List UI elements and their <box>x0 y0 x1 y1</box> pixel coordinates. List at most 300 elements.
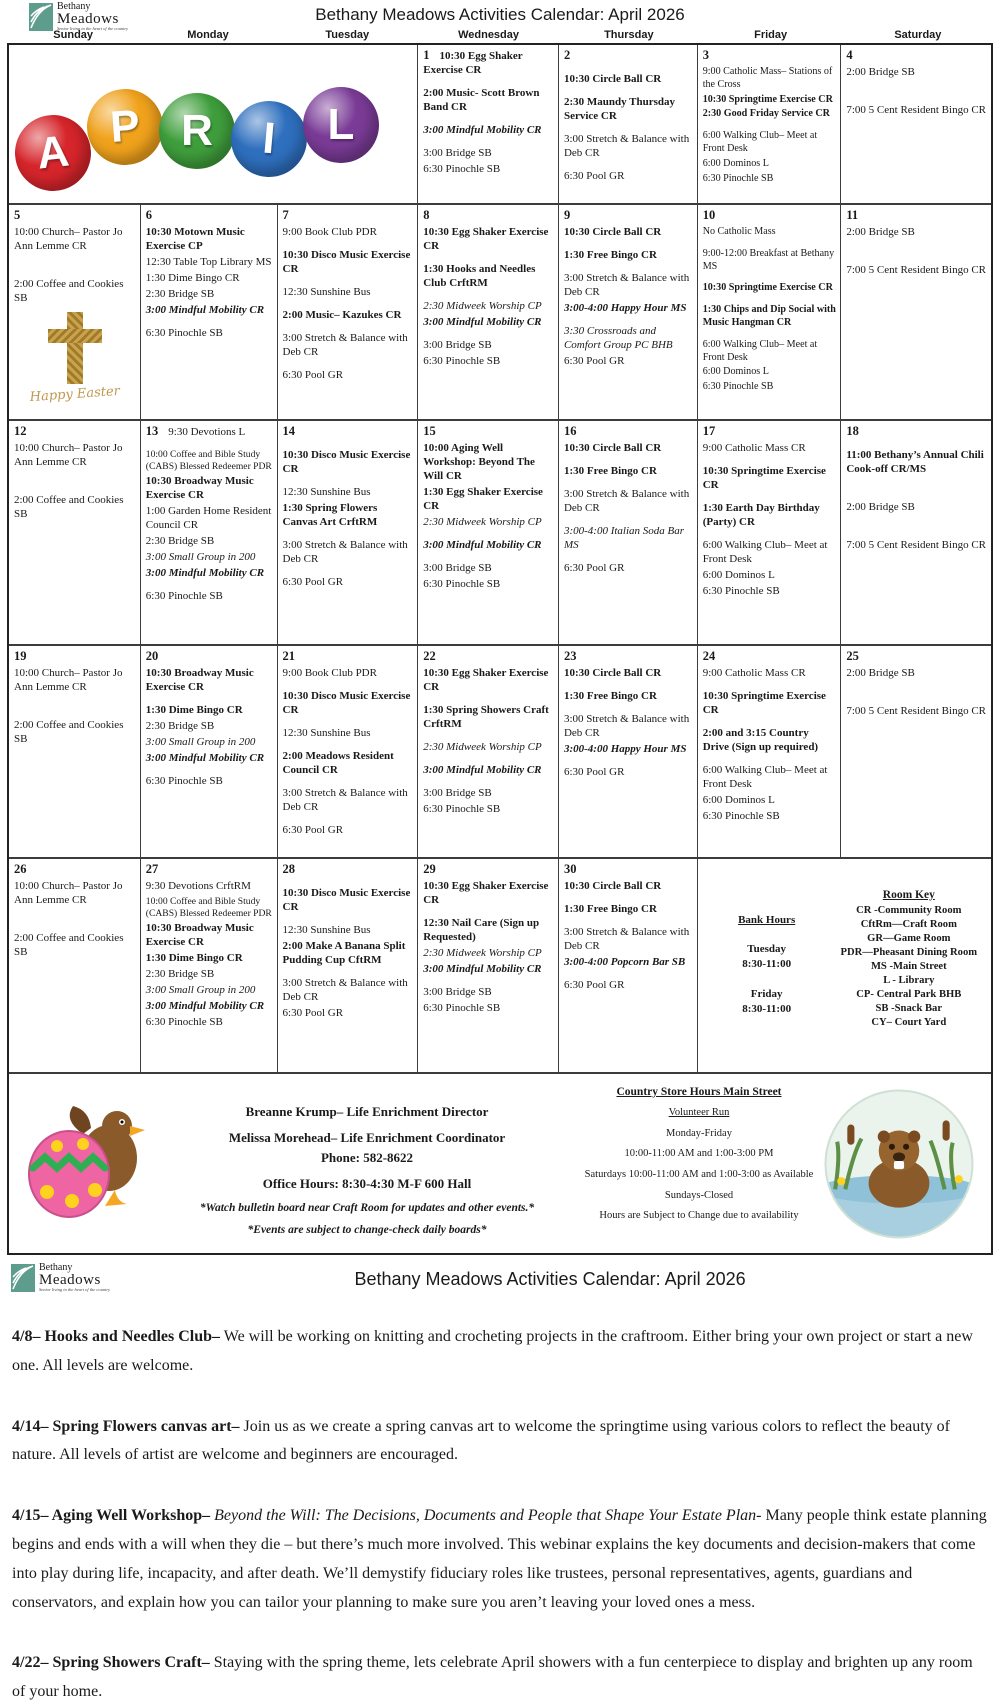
event-item: 6:30 Pool GR <box>563 561 625 574</box>
event-item: 6:30 Pinochle SB <box>423 577 501 590</box>
event-item: 3:00 Stretch & Balance with Deb CR <box>282 538 408 565</box>
bethany-meadows-logo <box>28 2 128 32</box>
day-cell-30 <box>559 859 698 1072</box>
room-key-line: SB -Snack Bar <box>875 1003 943 1015</box>
happy-easter-text: Happy Easter <box>29 383 121 405</box>
event-description-spring-flowers <box>12 1413 988 1471</box>
event-item: 3:00 Small Group in 200 <box>145 984 256 997</box>
event-item: 2:00 Music- Scott Brown Band CR <box>423 86 540 113</box>
event-item: 10:30 Egg Shaker Exercise CR <box>423 666 549 693</box>
cross-vertical-bar <box>67 312 83 384</box>
april-balloons <box>19 85 379 179</box>
event-item: 10:30 Egg Shaker Exercise CR <box>423 50 523 76</box>
event-description-aging-well <box>12 1502 988 1617</box>
bank-day: Tuesday <box>747 942 787 955</box>
event-item: 9:00 Catholic Mass– Stations of the Cross <box>702 65 833 90</box>
event-item: 2:30 Midweek Worship CP <box>423 740 542 753</box>
day-number: 15 <box>423 424 436 438</box>
day-header <box>423 649 554 665</box>
day-header <box>846 424 987 440</box>
event-item: 3:00 Mindful Mobility CR <box>423 763 542 776</box>
event-item: 2:00 Coffee and Cookies SB <box>14 931 124 958</box>
event-item: 10:30 Circle Ball CR <box>563 72 662 85</box>
day-number: 27 <box>145 862 159 876</box>
event-item: 2:30 Midweek Worship CP <box>423 299 542 312</box>
bethany-meadows-logo <box>10 1263 110 1293</box>
event-item: 10:30 Broadway Music Exercise CR <box>145 922 254 949</box>
event-item: 10:30 Disco Music Exercise CR <box>282 689 411 716</box>
event-item: 6:00 Walking Club– Meet at Front Desk <box>702 538 828 565</box>
event-item: 6:30 Pinochle SB <box>145 590 223 603</box>
day-cell-5 <box>9 205 141 421</box>
event-item: 3:00 Bridge SB <box>423 146 492 159</box>
event-body: Many people think estate planning begins and ends with a will when they die – but there’s much more involved. This webinar explains the key documents and decision-makers that come into play during life, incapacity, and after death. We’ll demystify fiduciary roles like trustees, personal representatives, agents, guardians and conservators, and explain how you can tailor your planning to make sure you aren’t leaving your loved ones a mess. <box>12 1507 987 1611</box>
day-number: 3 <box>702 48 709 62</box>
easter-cross-icon <box>40 312 110 384</box>
event-lead: 4/15– Aging Well Workshop– <box>12 1507 211 1525</box>
day-cell-18 <box>841 421 991 646</box>
country-store-line: Hours are Subject to Change due to availability <box>599 1210 799 1222</box>
page2-header <box>10 1263 990 1293</box>
event-item: 3:00 Stretch & Balance with Deb CR <box>282 786 408 813</box>
event-item: 6:30 Pool GR <box>563 765 625 778</box>
day-cell-25 <box>841 646 991 859</box>
day-number: 4 <box>846 48 853 62</box>
event-item: 6:00 Dominos L <box>702 568 775 581</box>
bank-hours-title: Bank Hours <box>738 914 796 926</box>
day-header <box>846 208 987 224</box>
event-item: 3:00 Bridge SB <box>423 786 492 799</box>
room-key-title: Room Key <box>882 889 935 901</box>
event-item: 3:00 Small Group in 200 <box>145 551 256 564</box>
april-letter-balloon: A <box>11 111 95 195</box>
weekday-wednesday: Wednesday <box>458 29 520 41</box>
event-item: 2:30 Maundy Thursday Service CR <box>563 95 676 122</box>
event-item: 1:30 Free Bingo CR <box>563 248 657 261</box>
eagle-easter-egg-image <box>9 1074 159 1253</box>
day-header <box>283 424 414 440</box>
event-item: 10:00 Aging Well Workshop: Beyond The Will CR <box>423 441 535 482</box>
day-cell-27 <box>141 859 278 1072</box>
event-item: 6:30 Pinochle SB <box>702 381 774 393</box>
event-item: 10:30 Springtime Exercise CR <box>702 282 833 294</box>
room-key-line: CP- Central Park BHB <box>856 989 962 1001</box>
weekday-thursday: Thursday <box>604 29 654 41</box>
day-cell-9 <box>559 205 698 421</box>
event-item: 2:30 Bridge SB <box>145 968 215 981</box>
bank-roomkey-cell <box>698 859 991 1072</box>
footer-coordinator: Melissa Morehead– Life Enrichment Coordinator <box>228 1130 506 1145</box>
logo-text-top: Bethany <box>57 1 91 12</box>
event-subtitle: Beyond the Will: The Decisions, Documents and People that Shape Your Estate Plan- <box>210 1507 762 1525</box>
room-key-line: PDR—Pheasant Dining Room <box>840 946 978 958</box>
event-item: 3:00 Mindful Mobility CR <box>423 315 542 328</box>
day-header <box>703 649 837 665</box>
event-item: 1:30 Dime Bingo CR <box>145 271 240 284</box>
day-number: 11 <box>846 208 859 222</box>
event-item: 2:00 Meadows Resident Council CR <box>282 749 394 776</box>
weekday-sunday: Sunday <box>53 29 94 41</box>
event-item: 3:00-4:00 Popcorn Bar SB <box>563 955 686 968</box>
event-item: 9:00 Book Club PDR <box>282 666 377 679</box>
event-item: 3:30 Crossroads and Comfort Group PC BHB <box>563 324 673 351</box>
april-letter-balloon: L <box>303 87 379 163</box>
event-item: 6:00 Walking Club– Meet at Front Desk <box>702 130 818 155</box>
event-item: 9:30 Devotions CrftRM <box>145 879 251 892</box>
event-item: 10:00 Church– Pastor Jo Ann Lemme CR <box>14 225 123 252</box>
event-item: 1:00 Garden Home Resident Council CR <box>145 505 272 532</box>
event-item: 6:30 Pinochle SB <box>702 172 774 184</box>
day-number: 22 <box>423 649 436 663</box>
day-number: 19 <box>14 649 27 663</box>
day-cell-1 <box>418 45 559 205</box>
event-item: 6:30 Pinochle SB <box>423 162 501 175</box>
event-item: 6:30 Pinochle SB <box>423 1001 501 1014</box>
footer-note-2: *Events are subject to change-check daily boards* <box>247 1224 487 1236</box>
day-header <box>423 208 554 224</box>
april-letter-balloon: I <box>228 98 310 180</box>
event-item: 2:00 Bridge SB <box>846 500 915 513</box>
event-item: 3:00 Stretch & Balance with Deb CR <box>563 925 690 952</box>
event-item: 10:00 Church– Pastor Jo Ann Lemme CR <box>14 441 123 468</box>
day-cell-14 <box>278 421 419 646</box>
event-item: 1:30 Spring Flowers Canvas Art CrftRM <box>282 501 378 528</box>
event-item: 3:00 Stretch & Balance with Deb CR <box>563 271 690 298</box>
day-number: 21 <box>282 649 296 663</box>
day-header <box>14 424 136 440</box>
logo-tagline: Senior living in the heart of the country <box>57 26 129 31</box>
day-header <box>283 649 414 665</box>
event-item: 12:30 Sunshine Bus <box>282 285 371 298</box>
day-number: 17 <box>702 424 716 438</box>
logo-swoosh-icon <box>28 2 54 32</box>
day-header <box>283 862 414 878</box>
event-item: 7:00 5 Cent Resident Bingo CR <box>846 103 987 116</box>
event-item: 6:30 Pool GR <box>282 575 344 588</box>
event-item: 1:30 Hooks and Needles Club CrftRM <box>423 262 536 289</box>
day-number: 23 <box>563 649 577 663</box>
event-item: 2:00 Coffee and Cookies SB <box>14 277 124 304</box>
page-title: Bethany Meadows Activities Calendar: April 2026 <box>315 5 685 24</box>
day-cell-8 <box>418 205 559 421</box>
day-number: 20 <box>145 649 159 663</box>
bank-time: 8:30-11:00 <box>742 958 792 971</box>
event-item: 9:00-12:00 Breakfast at Bethany MS <box>702 247 835 272</box>
calendar-grid <box>9 45 991 1072</box>
day-cell-13 <box>141 421 278 646</box>
event-description-hooks-needles <box>12 1323 988 1381</box>
day-cell-16 <box>559 421 698 646</box>
country-store-line: Monday-Friday <box>666 1127 732 1139</box>
event-item: 10:30 Broadway Music Exercise CR <box>145 475 254 502</box>
event-item: 2:30 Midweek Worship CP <box>423 515 542 528</box>
event-item: 1:30 Egg Shaker Exercise CR <box>423 485 543 512</box>
day-header <box>564 649 693 665</box>
day-cell-12 <box>9 421 141 646</box>
day-number: 29 <box>423 862 436 876</box>
page1-header <box>0 0 1000 31</box>
day-header <box>146 208 273 224</box>
event-item: 3:00 Bridge SB <box>423 338 492 351</box>
logo-tagline: Senior living in the heart of the country <box>39 1287 111 1292</box>
bank-day: Friday <box>750 987 783 1000</box>
event-item: 10:30 Springtime Exercise CR <box>702 93 833 105</box>
event-item: 3:00 Stretch & Balance with Deb CR <box>282 331 408 358</box>
event-item: 2:00 Bridge SB <box>846 666 915 679</box>
day-header <box>703 48 837 64</box>
room-key-line: CR -Community Room <box>856 904 962 916</box>
april-banner <box>9 45 418 205</box>
day-cell-24 <box>698 646 842 859</box>
day-number: 9 <box>563 208 571 222</box>
day-cell-17 <box>698 421 842 646</box>
event-item: 3:00 Mindful Mobility CR <box>145 751 265 764</box>
day-cell-19 <box>9 646 141 859</box>
logo-text-bottom: Meadows <box>57 11 119 27</box>
bank-hours-block <box>703 862 831 1069</box>
day-number: 6 <box>145 208 153 222</box>
day-number: 10 <box>702 208 716 222</box>
event-item: 9:30 Devotions L <box>168 426 246 438</box>
event-item: 9:00 Catholic Mass CR <box>702 666 806 679</box>
day-number: 25 <box>846 649 859 663</box>
event-item: 12:30 Nail Care (Sign up Requested) <box>423 916 540 943</box>
weekday-friday: Friday <box>754 29 788 41</box>
event-body: We will be working on knitting and crocheting projects in the craftroom. Either bring your own project or start a new one. All levels are welcome. <box>12 1328 973 1374</box>
event-item: 3:00-4:00 Happy Hour MS <box>563 742 687 755</box>
day-number: 1 <box>423 48 430 62</box>
calendar-table <box>7 43 993 1255</box>
page2-title: Bethany Meadows Activities Calendar: April 2026 <box>354 1269 746 1289</box>
day-cell-10 <box>698 205 842 421</box>
event-item: 3:00 Bridge SB <box>423 561 492 574</box>
event-item: 3:00 Stretch & Balance with Deb CR <box>282 976 408 1003</box>
day-number: 13 <box>145 424 159 438</box>
day-header <box>846 48 987 64</box>
day-header <box>423 424 554 440</box>
event-item: 6:30 Pool GR <box>563 354 625 367</box>
event-item: 1:30 Chips and Dip Social with Music Hangman CR <box>702 304 836 329</box>
day-cell-23 <box>559 646 698 859</box>
cross-horizontal-bar <box>48 329 102 343</box>
bank-hours-group <box>703 987 831 1018</box>
event-item: 2:30 Bridge SB <box>145 719 215 732</box>
event-item: 2:30 Midweek Worship CP <box>423 946 542 959</box>
room-key-line: CftRm—Craft Room <box>860 918 957 930</box>
event-item: 10:00 Church– Pastor Jo Ann Lemme CR <box>14 666 123 693</box>
event-item: 2:00 Coffee and Cookies SB <box>14 493 124 520</box>
day-number: 18 <box>846 424 859 438</box>
event-item: 6:30 Pool GR <box>282 368 344 381</box>
event-item: 3:00 Mindful Mobility CR <box>423 538 542 551</box>
day-header <box>423 48 554 78</box>
event-item: 10:30 Disco Music Exercise CR <box>282 886 411 913</box>
day-header <box>846 649 987 665</box>
day-number: 16 <box>563 424 577 438</box>
event-item: 3:00 Mindful Mobility CR <box>145 303 265 316</box>
room-key-block <box>831 862 987 1069</box>
event-item: 2:00 Bridge SB <box>846 225 915 238</box>
event-item: 2:30 Bridge SB <box>145 535 215 548</box>
event-item: 10:30 Springtime Exercise CR <box>702 464 826 491</box>
room-key-line: L - Library <box>883 974 935 986</box>
event-item: 10:30 Disco Music Exercise CR <box>282 448 411 475</box>
day-cell-29 <box>418 859 559 1072</box>
event-item: 10:00 Coffee and Bible Study (CABS) Blessed Redeemer PDR <box>145 895 272 920</box>
country-store-line: Volunteer Run <box>668 1107 730 1118</box>
day-cell-6 <box>141 205 278 421</box>
weekday-monday: Monday <box>187 29 229 41</box>
event-item: 6:30 Pool GR <box>282 1006 344 1019</box>
event-item: 6:00 Walking Club– Meet at Front Desk <box>702 763 828 790</box>
event-item: 1:30 Dime Bingo CR <box>145 703 243 716</box>
day-header <box>564 48 693 64</box>
day-header <box>703 208 837 224</box>
footer-director: Breanne Krump– Life Enrichment Director <box>245 1104 489 1119</box>
event-item: 1:30 Earth Day Birthday (Party) CR <box>702 501 820 528</box>
event-item: 3:00 Stretch & Balance with Deb CR <box>563 712 690 739</box>
day-number: 7 <box>282 208 289 222</box>
event-item: 3:00-4:00 Happy Hour MS <box>563 301 687 314</box>
event-item: 10:00 Church– Pastor Jo Ann Lemme CR <box>14 879 123 906</box>
bank-time: 8:30-11:00 <box>742 1003 792 1016</box>
event-lead: 4/8– Hooks and Needles Club– <box>12 1328 221 1345</box>
calendar-footer <box>9 1072 991 1253</box>
event-item: 1:30 Free Bingo CR <box>563 464 657 477</box>
event-item: 2:00 Coffee and Cookies SB <box>14 718 124 745</box>
day-header <box>703 424 837 440</box>
logo-text-bottom: Meadows <box>39 1272 101 1288</box>
day-header <box>564 208 693 224</box>
event-item: 10:30 Broadway Music Exercise CR <box>145 666 254 693</box>
event-body: Join us as we create a spring canvas art to welcome the springtime using various colors to reflect the beauty of nature. All levels of artist are welcome and beginners are encouraged. <box>12 1417 950 1464</box>
event-item: 1:30 Spring Showers Craft CrftRM <box>423 703 549 730</box>
event-item: 6:30 Pinochle SB <box>702 584 780 597</box>
day-cell-28 <box>278 859 419 1072</box>
day-number: 2 <box>563 48 571 62</box>
event-item: 6:00 Dominos L <box>702 366 769 378</box>
weekday-tuesday: Tuesday <box>325 29 370 41</box>
day-cell-4 <box>841 45 991 205</box>
event-lead: 4/22– Spring Showers Craft– <box>12 1654 210 1672</box>
day-cell-7 <box>278 205 419 421</box>
event-item: 11:00 Bethany’s Annual Chili Cook-off CR/MS <box>846 448 984 475</box>
event-item: 10:30 Springtime Exercise CR <box>702 689 826 716</box>
day-number: 30 <box>563 862 577 876</box>
event-body: Staying with the spring theme, lets celebrate April showers with a fun centerpiece to display and brighten up any room of your home. <box>12 1654 973 1701</box>
event-item: 9:00 Catholic Mass CR <box>702 441 806 454</box>
room-key-line: CY– Court Yard <box>871 1017 947 1029</box>
day-header <box>146 649 273 665</box>
event-descriptions <box>12 1323 988 1707</box>
day-cell-2 <box>559 45 698 205</box>
event-item: 6:30 Pool GR <box>563 978 625 991</box>
event-item: 10:30 Circle Ball CR <box>563 879 662 892</box>
day-cell-26 <box>9 859 141 1072</box>
event-item: 6:00 Walking Club– Meet at Front Desk <box>702 338 818 363</box>
day-header <box>564 424 693 440</box>
event-item: 2:00 Make A Banana Split Pudding Cup CftRM <box>282 939 406 966</box>
day-header <box>564 862 693 878</box>
day-cell-3 <box>698 45 842 205</box>
day-number: 14 <box>282 424 296 438</box>
event-item: No Catholic Mass <box>702 225 776 237</box>
day-cell-20 <box>141 646 278 859</box>
footer-note-1: *Watch bulletin board near Craft Room for updates and other events.* <box>199 1202 535 1214</box>
event-lead: 4/14– Spring Flowers canvas art– <box>12 1417 240 1435</box>
event-item: 6:30 Pinochle SB <box>145 774 223 787</box>
event-item: 10:30 Circle Ball CR <box>563 441 662 454</box>
april-letter-balloon: P <box>84 86 165 167</box>
day-header <box>146 862 273 878</box>
event-item: 1:30 Free Bingo CR <box>563 902 657 915</box>
event-item: 3:00-4:00 Italian Soda Bar MS <box>563 524 685 551</box>
day-cell-11 <box>841 205 991 421</box>
day-number: 24 <box>702 649 716 663</box>
event-item: 2:00 Bridge SB <box>846 65 915 78</box>
event-item: 6:30 Pinochle SB <box>423 802 501 815</box>
event-item: 6:30 Pool GR <box>282 823 344 836</box>
event-item: 6:30 Pinochle SB <box>423 354 501 367</box>
event-item: 2:30 Good Friday Service CR <box>702 108 830 120</box>
country-store-line: Sundays-Closed <box>664 1189 734 1201</box>
beaver-pond-image <box>823 1074 991 1253</box>
country-store-title: Country Store Hours Main Street <box>616 1086 782 1098</box>
logo-swoosh-icon <box>10 1263 36 1293</box>
footer-contact-block <box>159 1074 575 1253</box>
footer-phone: Phone: 582-8622 <box>320 1150 414 1165</box>
event-item: 6:30 Pinochle SB <box>145 1016 223 1029</box>
event-item: 3:00 Mindful Mobility CR <box>145 567 265 580</box>
event-item: 3:00 Mindful Mobility CR <box>145 1000 265 1013</box>
event-item: 7:00 5 Cent Resident Bingo CR <box>846 704 987 717</box>
event-item: 7:00 5 Cent Resident Bingo CR <box>846 263 987 276</box>
event-item: 12:30 Table Top Library MS <box>145 255 272 268</box>
footer-office-hours: Office Hours: 8:30-4:30 M-F 600 Hall <box>262 1176 472 1191</box>
event-item: 3:00 Mindful Mobility CR <box>423 962 542 975</box>
event-item: 12:30 Sunshine Bus <box>282 726 371 739</box>
event-item: 3:00 Stretch & Balance with Deb CR <box>563 132 690 159</box>
event-item: 6:30 Pinochle SB <box>702 809 780 822</box>
day-number: 12 <box>14 424 27 438</box>
event-item: 10:30 Egg Shaker Exercise CR <box>423 879 549 906</box>
event-item: 9:00 Book Club PDR <box>282 225 377 238</box>
april-letter-balloon: R <box>159 93 235 169</box>
event-item: 6:30 Pool GR <box>563 169 625 182</box>
event-item: 10:30 Egg Shaker Exercise CR <box>423 225 549 252</box>
event-item: 1:30 Dime Bingo CR <box>145 952 243 965</box>
day-number: 26 <box>14 862 27 876</box>
country-store-line: 10:00-11:00 AM and 1:00-3:00 PM <box>624 1148 774 1160</box>
day-header <box>423 862 554 878</box>
event-item: 3:00 Bridge SB <box>423 985 492 998</box>
event-item: 1:30 Free Bingo CR <box>563 689 657 702</box>
event-item: 3:00 Small Group in 200 <box>145 735 256 748</box>
day-number: 28 <box>282 862 296 876</box>
country-store-line: Saturdays 10:00-11:00 AM and 1:00-3:00 as Available <box>584 1168 814 1180</box>
day-number: 8 <box>423 208 430 222</box>
event-item: 12:30 Sunshine Bus <box>282 923 371 936</box>
day-header <box>14 208 136 224</box>
logo-text-top: Bethany <box>39 1262 73 1273</box>
event-item: 10:30 Circle Ball CR <box>563 666 662 679</box>
day-number: 5 <box>14 208 21 222</box>
day-cell-22 <box>418 646 559 859</box>
event-item: 2:00 and 3:15 Country Drive (Sign up required) <box>702 726 819 753</box>
bank-hours-group <box>703 942 831 973</box>
event-description-spring-showers <box>12 1649 988 1707</box>
day-header <box>14 862 136 878</box>
